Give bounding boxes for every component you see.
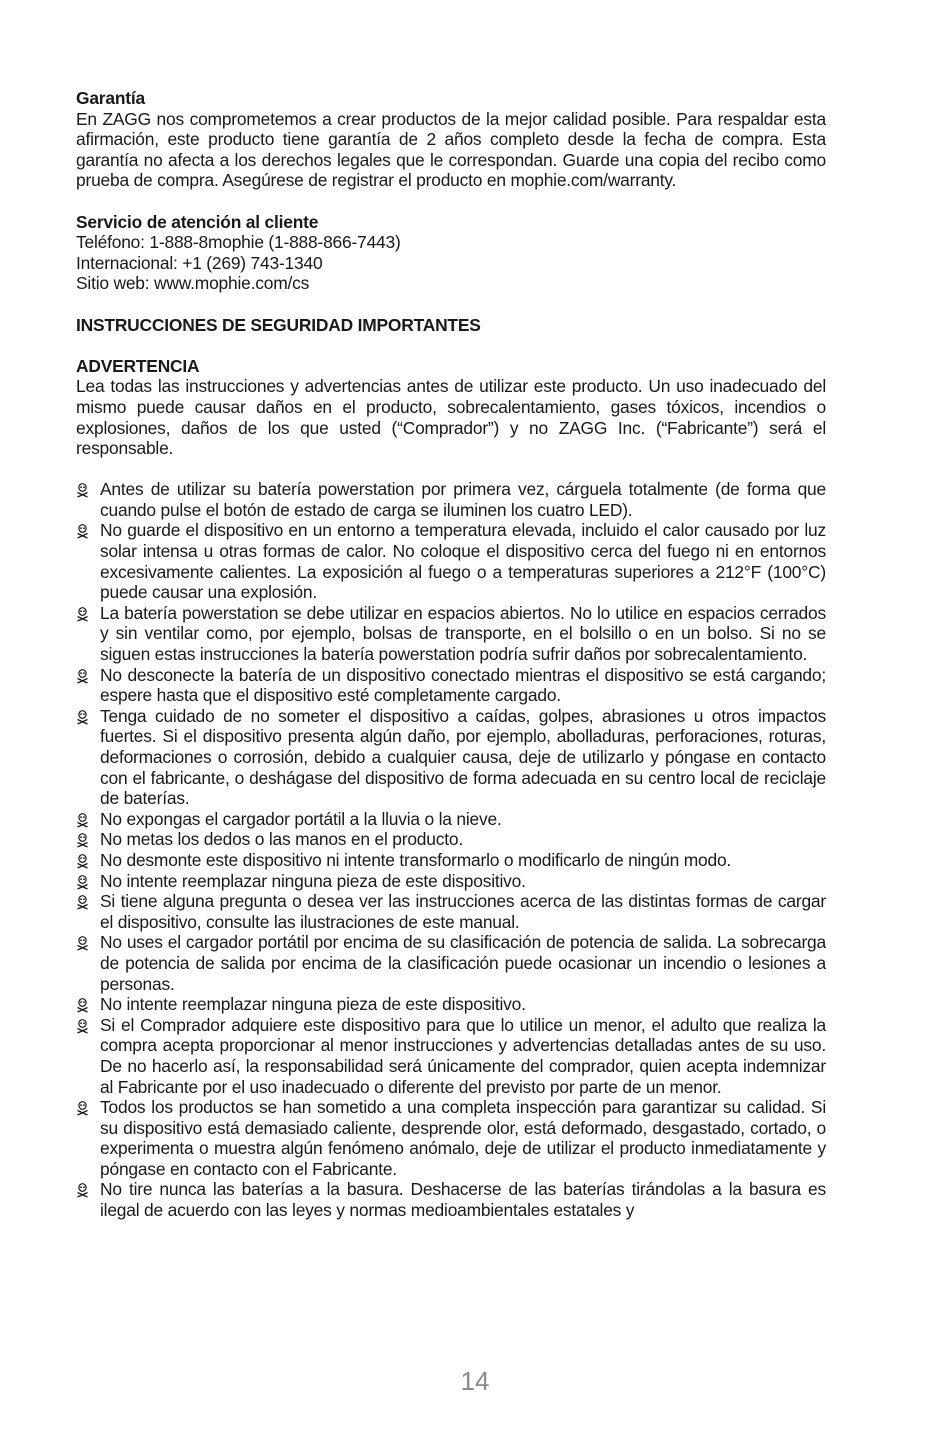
- warning-item-text: No intente reemplazar ninguna pieza de este dispositivo.: [100, 870, 526, 891]
- skull-crossbones-icon: [76, 606, 89, 621]
- warranty-section: [76, 88, 826, 191]
- warning-item: [76, 706, 826, 809]
- skull-crossbones-icon: [76, 482, 89, 497]
- warning-item-text: No uses el cargador portátil por encima de su clasificación de potencia de salida. La sobrecarga de potencia de salida por encima de la clasificación puede ocasionar un incendio o lesiones a personas.: [100, 932, 826, 994]
- warning-item-text: Si tiene alguna pregunta o desea ver las instrucciones acerca de las distintas formas de cargar el dispositivo, consulte las ilustraciones de este manual.: [100, 891, 826, 932]
- warning-item: [76, 850, 826, 871]
- skull-crossbones-icon: [76, 709, 89, 724]
- warning-item-text: No expongas el cargador portátil a la lluvia o la nieve.: [100, 808, 502, 829]
- warning-item: [76, 829, 826, 850]
- warranty-heading: Garantía: [76, 88, 145, 108]
- warning-item-text: No desmonte este dispositivo ni intente transformarlo o modificarlo de ningún modo.: [100, 849, 732, 870]
- skull-crossbones-icon: [76, 1018, 89, 1033]
- customer-service-heading: Servicio de atención al cliente: [76, 211, 319, 232]
- page-content: [76, 88, 826, 1221]
- website-line: Sitio web: www.mophie.com/cs: [76, 273, 310, 294]
- warning-item: [76, 520, 826, 602]
- warning-item: [76, 1179, 826, 1220]
- warning-item-text: La batería powerstation se debe utilizar en espacios abiertos. No lo utilice en espacios cerrados y sin ventilar como, por ejemplo, bolsas de transporte, en el bolsillo o en un bolso. Si no se siguen estas instrucciones la batería powerstation podría sufrir daños por sobrecalentamiento.: [100, 602, 826, 665]
- warning-list: [76, 479, 826, 1220]
- warning-item: [76, 871, 826, 892]
- warning-item-text: Todos los productos se han sometido a una completa inspección para garantizar su calidad. Si su dispositivo está demasiado caliente, desprende olor, está deformado, desgastado, cortado, o experimenta o muestra algún fenómeno anómalo, deje de utilizar el producto inmediatamente y póngase en contacto con el Fabricante.: [100, 1097, 826, 1179]
- skull-crossbones-icon: [76, 812, 89, 827]
- warning-item: [76, 479, 826, 520]
- warning-item: [76, 1015, 826, 1097]
- skull-crossbones-icon: [76, 1100, 89, 1115]
- warning-item-text: No metas los dedos o las manos en el producto.: [100, 829, 463, 850]
- skull-crossbones-icon: [76, 874, 89, 889]
- international-line: Internacional: +1 (269) 743-1340: [76, 252, 323, 273]
- safety-heading: INSTRUCCIONES DE SEGURIDAD IMPORTANTES: [76, 314, 481, 335]
- skull-crossbones-icon: [76, 523, 89, 538]
- skull-crossbones-icon: [76, 1182, 89, 1197]
- warning-item: [76, 1097, 826, 1179]
- warning-item-text: No desconecte la batería de un dispositivo conectado mientras el dispositivo se está cargando; espere hasta que el dispositivo esté completamente cargado.: [100, 664, 826, 706]
- skull-crossbones-icon: [76, 853, 89, 868]
- warning-section: [76, 356, 826, 1221]
- warning-item: [76, 603, 826, 665]
- warning-item: [76, 932, 826, 994]
- warning-item: [76, 891, 826, 932]
- skull-crossbones-icon: [76, 832, 89, 847]
- warning-item-text: Si el Comprador adquiere este dispositivo para que lo utilice un menor, el adulto que realiza la compra acepta proporcionar al menor instrucciones y advertencias detalladas antes de su uso. De no hacerlo así, la responsabilidad será únicamente del comprador, quien acepta indemnizar al Fabricante por el uso inadecuado o diferente del previsto por parte de un menor.: [100, 1014, 826, 1097]
- warranty-body: En ZAGG nos comprometemos a crear productos de la mejor calidad posible. Para respaldar esta afirmación, este producto tiene garantía de 2 años completo desde la fecha de compra. Esta garantía no afecta a los derechos legales que le correspondan. Guarde una copia del recibo como prueba de compra. Asegúrese de registrar el producto en mophie.com/warranty.: [76, 108, 826, 191]
- warning-item: [76, 809, 826, 830]
- warning-heading: ADVERTENCIA: [76, 355, 200, 376]
- warning-item: [76, 665, 826, 706]
- warning-item-text: No guarde el dispositivo en un entorno a temperatura elevada, incluido el calor causado por luz solar intensa u otras formas de calor. No coloque el dispositivo cerca del fuego ni en entornos excesivamente calientes. La exposición al fuego o a temperaturas superiores a 212°F (100°C) puede causar una explosión.: [100, 520, 826, 603]
- skull-crossbones-icon: [76, 894, 89, 909]
- skull-crossbones-icon: [76, 935, 89, 950]
- customer-service-section: [76, 212, 826, 294]
- skull-crossbones-icon: [76, 997, 89, 1012]
- skull-crossbones-icon: [76, 668, 89, 683]
- warning-intro: Lea todas las instrucciones y advertencias antes de utilizar este producto. Un uso inadecuado del mismo puede causar daños en el producto, sobrecalentamiento, gases tóxicos, incendios o explosiones, daños de los que usted (“Comprador”) y no ZAGG Inc. (“Fabricante”) será el responsable.: [76, 376, 826, 459]
- warning-item-text: No intente reemplazar ninguna pieza de este dispositivo.: [100, 994, 526, 1015]
- warning-item-text: No tire nunca las baterías a la basura. Deshacerse de las baterías tirándolas a la basura es ilegal de acuerdo con las leyes y normas medioambientales estatales y: [100, 1179, 826, 1221]
- phone-line: Teléfono: 1-888-8mophie (1-888-866-7443): [76, 232, 401, 253]
- page-number: 14: [460, 1366, 490, 1396]
- warning-item-text: Tenga cuidado de no someter el dispositivo a caídas, golpes, abrasiones u otros impactos fuertes. Si el dispositivo presenta algún daño, por ejemplo, abolladuras, perforaciones, roturas, deformaciones o corrosión, debido a cualquier causa, deje de utilizarlo y póngase en contacto con el fabricante, o deshágase del dispositivo de forma adecuada en su centro local de reciclaje de baterías.: [100, 705, 826, 809]
- warning-item: [76, 994, 826, 1015]
- warning-item-text: Antes de utilizar su batería powerstation por primera vez, cárguela totalmente (de forma que cuando pulse el botón de estado de carga se iluminen los cuatro LED).: [100, 479, 826, 520]
